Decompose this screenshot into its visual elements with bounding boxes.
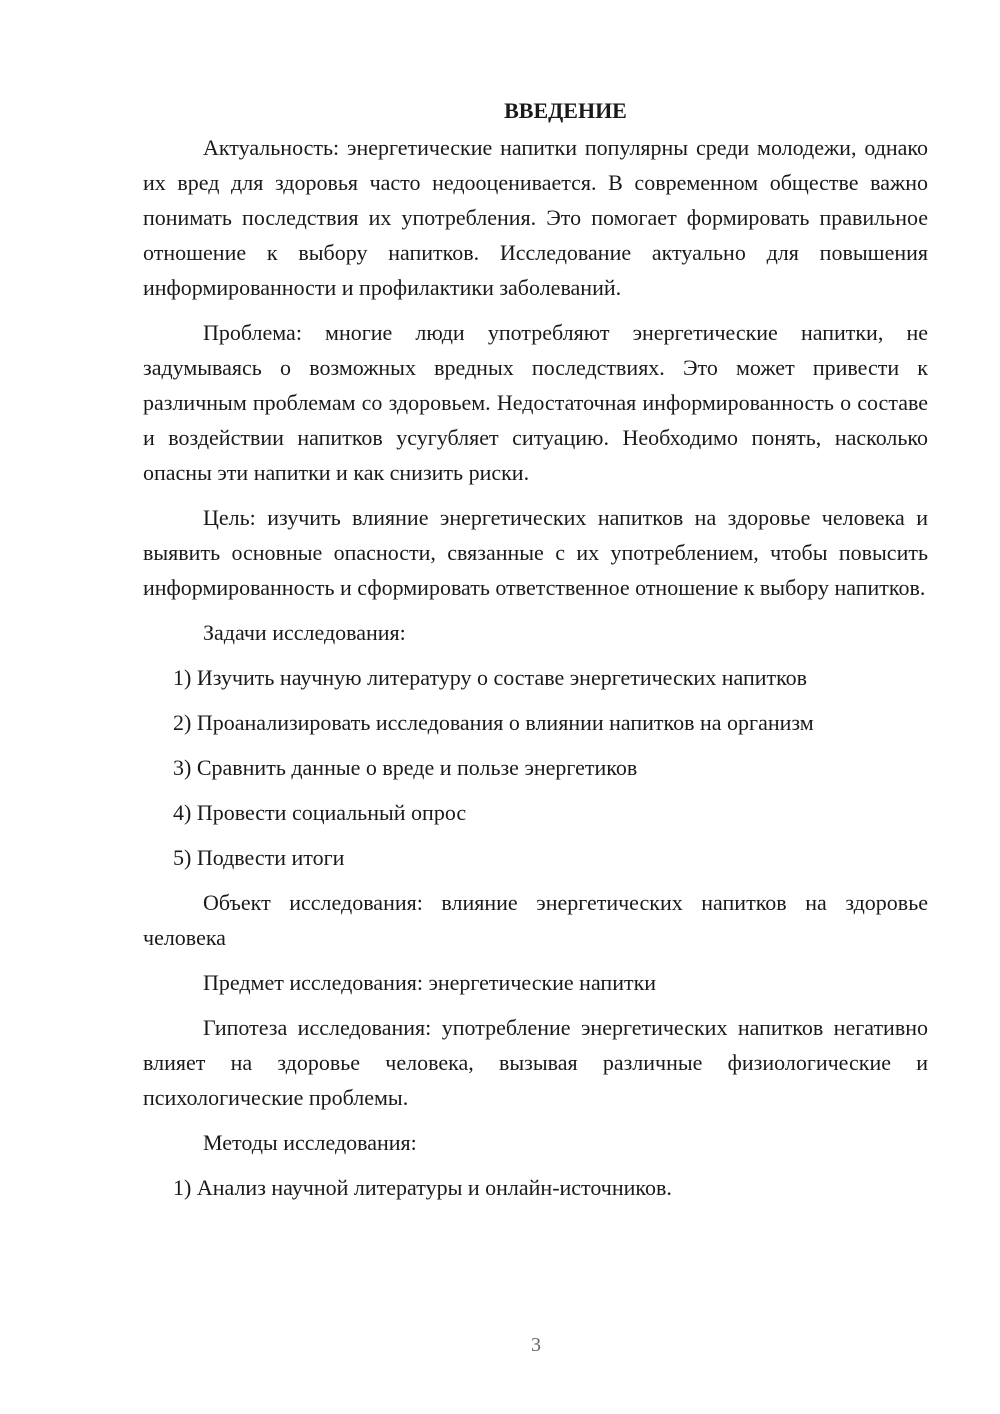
hypothesis-paragraph: Гипотеза исследования: употребление энергетических напитков негативно влияет на здоровье человека, вызывая различные физиологические и психологические проблемы. [143, 1015, 928, 1110]
page-content [143, 93, 928, 1215]
methods-title: Методы исследования: [203, 1130, 417, 1155]
method-item: 1) Анализ научной литературы и онлайн-источников. [173, 1175, 672, 1200]
task-item: 3) Сравнить данные о вреде и пользе энергетиков [173, 755, 638, 780]
task-item: 2) Проанализировать исследования о влиянии напитков на организм [173, 710, 814, 735]
problem-paragraph: Проблема: многие люди употребляют энергетические напитки, не задумываясь о возможных вредных последствиях. Это может привести к различным проблемам со здоровьем. Недостаточная информированность о составе и воздействии напитков усугубляет ситуацию. Необходимо понять, насколько опасны эти напитки и как снизить риски. [143, 320, 928, 485]
goal-paragraph: Цель: изучить влияние энергетических напитков на здоровье человека и выявить основные опасности, связанные с их употреблением, чтобы повысить информированность и сформировать ответственное отношение к выбору напитков. [143, 505, 928, 600]
task-item: 4) Провести социальный опрос [173, 800, 467, 825]
page-number: 3 [531, 1334, 541, 1356]
relevance-paragraph: Актуальность: энергетические напитки популярны среди молодежи, однако их вред для здоровья часто недооценивается. В современном обществе важно понимать последствия их употребления. Это помогает формировать правильное отношение к выбору напитков. Исследование актуально для повышения информированности и профилактики заболеваний. [143, 135, 928, 300]
section-heading: ВВЕДЕНИЕ [504, 98, 627, 123]
tasks-title: Задачи исследования: [203, 620, 406, 645]
task-item: 1) Изучить научную литературу о составе энергетических напитков [173, 665, 808, 690]
subject-line: Предмет исследования: энергетические напитки [203, 970, 657, 995]
task-item: 5) Подвести итоги [173, 845, 345, 870]
object-paragraph: Объект исследования: влияние энергетических напитков на здоровье человека [143, 890, 928, 950]
